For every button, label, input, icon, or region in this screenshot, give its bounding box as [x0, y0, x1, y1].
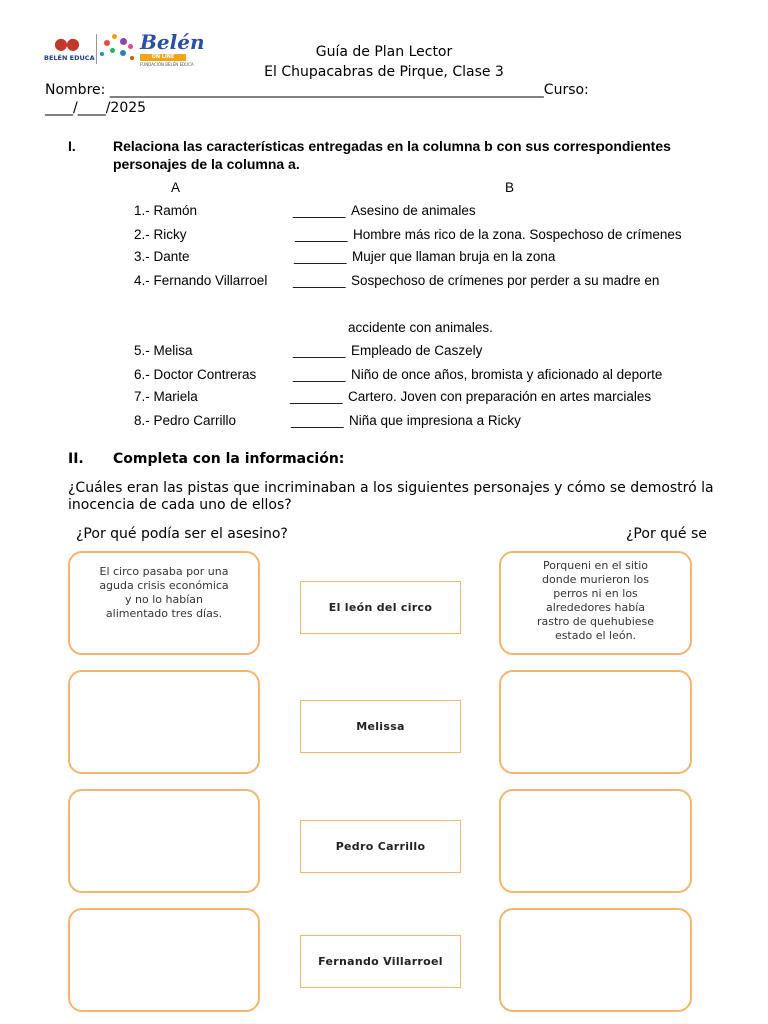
- row1-name-box: [300, 581, 461, 634]
- left-column-header: ¿Por qué podía ser el asesino?: [76, 526, 288, 542]
- section2-question-line2: inocencia de cada uno de ellos?: [68, 497, 292, 513]
- row1-left-line1: El circo pasaba por una: [99, 565, 229, 578]
- row3-right-box[interactable]: [499, 789, 692, 893]
- item-6-b: Niño de once años, bromista y aficionado al deporte: [351, 367, 663, 382]
- row1-right-box[interactable]: [499, 551, 692, 655]
- row1-right-line5: rastro de quehubiese: [536, 615, 655, 628]
- row1-left-line4: alimentado tres días.: [105, 607, 223, 620]
- row2-name-box: [300, 700, 461, 753]
- page-subtitle: El Chupacabras de Pirque, Clase 3: [264, 64, 504, 80]
- logo-right-word: Belén: [140, 30, 205, 54]
- item-5-a: 5.- Melisa: [134, 343, 193, 358]
- row4-name-box: [300, 935, 461, 988]
- row1-left-line2: aguda crisis económica: [99, 579, 229, 592]
- row4-left-box[interactable]: [68, 908, 260, 1012]
- logo-left-text: BELÉN EDUCA: [44, 54, 95, 62]
- item-3-b: Mujer que llaman bruja en la zona: [352, 249, 556, 264]
- item-2-b: Hombre más rico de la zona. Sospechoso de crímenes: [353, 227, 682, 242]
- item-3-a: 3.- Dante: [134, 249, 190, 264]
- item-3-blank[interactable]: _______: [294, 249, 347, 264]
- item-2-a: 2.- Ricky: [134, 227, 187, 242]
- item-4-blank[interactable]: _______: [293, 273, 346, 288]
- item-7-blank[interactable]: _______: [290, 389, 343, 404]
- item-1-b: Asesino de animales: [351, 203, 476, 218]
- section1-number: I.: [68, 138, 76, 154]
- item-7-a: 7.- Mariela: [134, 389, 198, 404]
- right-column-header: ¿Por qué se: [626, 526, 707, 542]
- item-1-a: 1.- Ramón: [134, 203, 198, 218]
- section2-number: II.: [68, 451, 84, 467]
- item-8-blank[interactable]: _______: [291, 413, 344, 428]
- row2-right-box[interactable]: [499, 670, 692, 774]
- row1-right-line2: donde murieron los: [542, 573, 649, 586]
- section1-instruction-line1: Relaciona las características entregadas en la columna b con sus correspondientes: [113, 138, 671, 154]
- item-6-a: 6.- Doctor Contreras: [134, 367, 257, 382]
- row2-name: Melissa: [356, 720, 405, 733]
- row3-name-box: [300, 820, 461, 873]
- item-5-blank[interactable]: _______: [293, 343, 346, 358]
- item-5-b: Empleado de Caszely: [351, 343, 483, 358]
- page-title: Guía de Plan Lector: [315, 44, 453, 60]
- item-8-b: Niña que impresiona a Ricky: [349, 413, 521, 428]
- item-4-a: 4.- Fernando Villarroel: [134, 273, 268, 288]
- section2-title: Completa con la información:: [113, 451, 345, 467]
- row1-right-line1: Porqueni en el sitio: [543, 559, 648, 572]
- section2-question-line1: ¿Cuáles eran las pistas que incriminaban a los siguientes personajes y cómo se demostró la: [68, 480, 714, 496]
- column-b-header: B: [505, 180, 515, 195]
- date-field-line: ____/____/2025: [45, 100, 147, 116]
- column-a-header: A: [171, 180, 181, 195]
- row4-name: Fernando Villarroel: [318, 955, 443, 968]
- item-1-blank[interactable]: _______: [293, 203, 346, 218]
- item-4-continuation: accidente con animales.: [348, 320, 493, 335]
- row1-left-line3: y no lo habían: [125, 593, 203, 606]
- row3-name: Pedro Carrillo: [335, 840, 426, 853]
- row1-right-line4: alrededores había: [545, 601, 646, 614]
- name-field-line: Nombre: ______________________________________________________________Curso:: [45, 82, 589, 98]
- item-7-b: Cartero. Joven con preparación en artes marciales: [348, 389, 652, 404]
- row1-right-line6: estado el león.: [554, 629, 637, 642]
- row1-left-box[interactable]: [68, 551, 260, 655]
- row1-right-line3: perros ni en los: [553, 587, 638, 600]
- item-4-b: Sospechoso de crímenes por perder a su madre en: [351, 273, 660, 288]
- row1-name: El león del circo: [328, 601, 433, 614]
- item-6-blank[interactable]: _______: [293, 367, 346, 382]
- item-2-blank[interactable]: _______: [295, 227, 348, 242]
- logo-right-sub: FUNDACIÓN BELÉN EDUCA: [140, 62, 194, 67]
- row4-right-box[interactable]: [499, 908, 692, 1012]
- row2-left-box[interactable]: [68, 670, 260, 774]
- row3-left-box[interactable]: [68, 789, 260, 893]
- children-icon: ●●: [54, 34, 78, 53]
- section1-instruction-line2: personajes de la columna a.: [113, 156, 300, 172]
- item-8-a: 8.- Pedro Carrillo: [134, 413, 237, 428]
- logo-right-tag: ON LINE: [140, 54, 186, 61]
